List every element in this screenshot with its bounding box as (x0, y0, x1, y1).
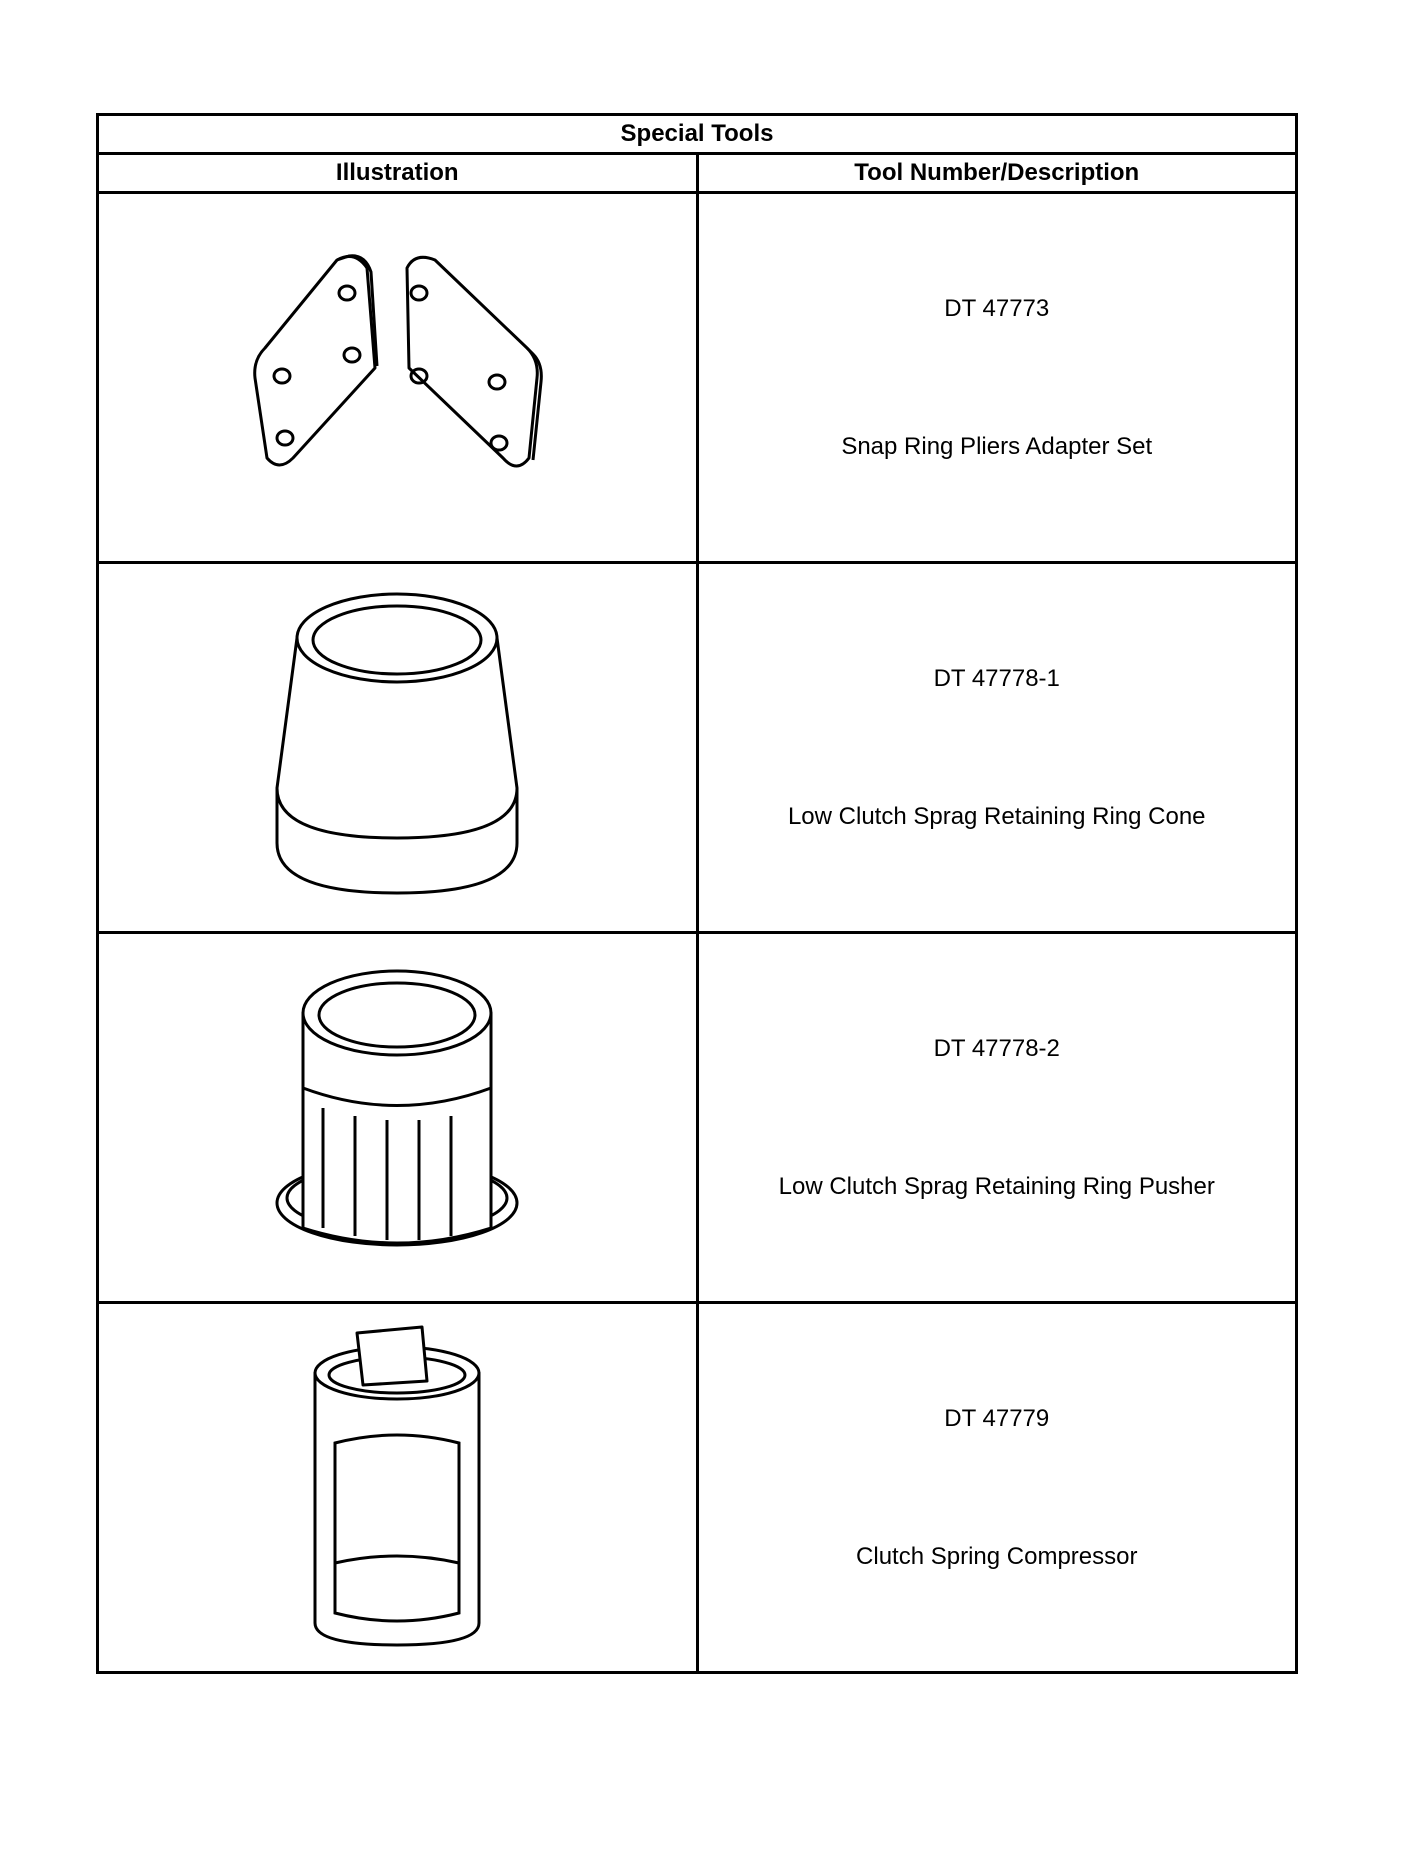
column-header-illustration: Illustration (98, 154, 698, 193)
tool-description: Clutch Spring Compressor (856, 1542, 1138, 1570)
clutch-spring-compressor-icon (297, 1323, 497, 1653)
retaining-ring-pusher-icon (267, 958, 527, 1278)
column-header-description: Tool Number/Description (697, 154, 1297, 193)
illustration-cell (98, 933, 698, 1303)
illustration-cell (98, 193, 698, 563)
retaining-ring-cone-icon (267, 588, 527, 908)
tool-description: Low Clutch Sprag Retaining Ring Cone (787, 802, 1206, 830)
table-title: Special Tools (98, 115, 1297, 154)
description-cell (697, 1303, 1297, 1673)
tool-description: Snap Ring Pliers Adapter Set (841, 432, 1153, 460)
tool-number: DT 47779 (944, 1404, 1050, 1432)
tool-number: DT 47773 (944, 294, 1050, 322)
description-cell (697, 193, 1297, 563)
illustration-cell (98, 1303, 698, 1673)
illustration-cell (98, 563, 698, 933)
table-row (98, 193, 1297, 563)
tool-number: DT 47778-2 (933, 1034, 1060, 1062)
tool-number: DT 47778-1 (933, 664, 1060, 692)
description-cell (697, 933, 1297, 1303)
table-row (98, 1303, 1297, 1673)
description-cell (697, 563, 1297, 933)
tool-description: Low Clutch Sprag Retaining Ring Pusher (778, 1172, 1215, 1200)
special-tools-table (96, 113, 1298, 1674)
table-row (98, 563, 1297, 933)
table-row (98, 933, 1297, 1303)
snap-ring-pliers-adapter-icon (237, 248, 557, 508)
